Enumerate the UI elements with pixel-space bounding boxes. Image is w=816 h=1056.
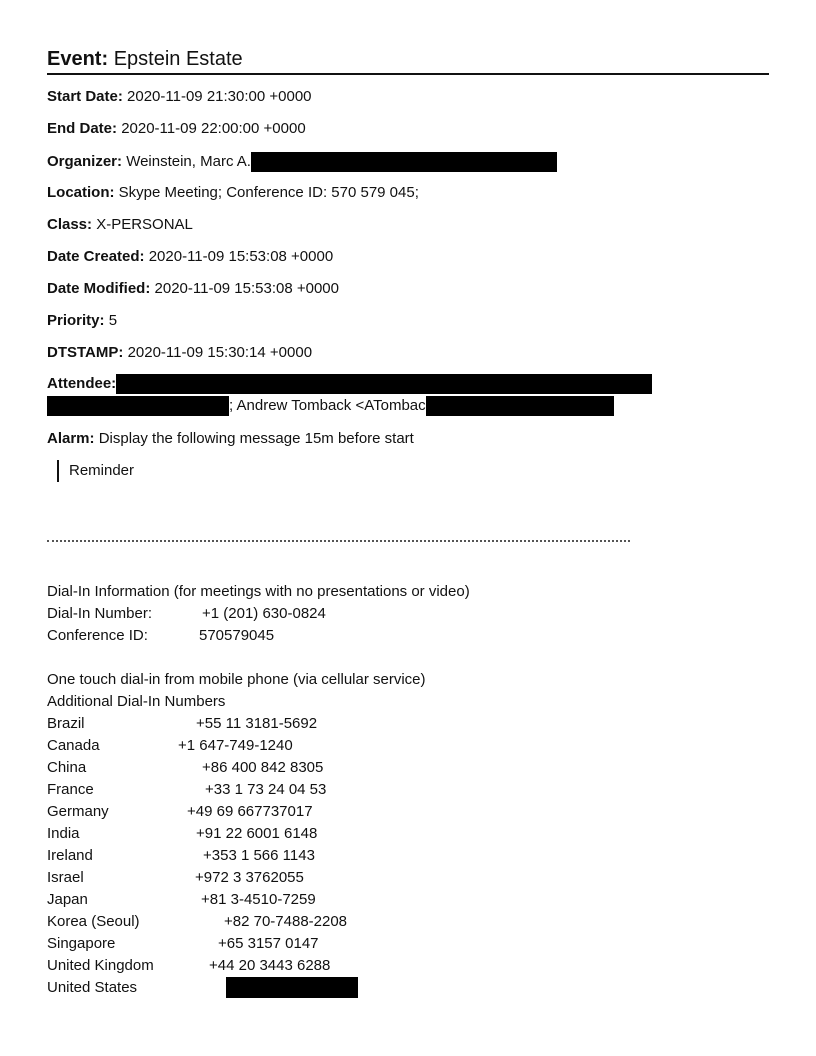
- dialin-heading: Dial-In Information (for meetings with no presentations or video): [47, 583, 470, 600]
- start-date: Start Date: 2020-11-09 21:30:00 +0000: [47, 88, 312, 105]
- additional-numbers-heading: Additional Dial-In Numbers: [47, 693, 226, 710]
- class: Class: X-PERSONAL: [47, 216, 193, 233]
- country-number: +49 69 667737017: [187, 803, 313, 820]
- date-created: Date Created: 2020-11-09 15:53:08 +0000: [47, 248, 334, 265]
- country-number: +44 20 3443 6288: [209, 957, 331, 974]
- country-name: United Kingdom: [47, 957, 154, 974]
- country-number: +91 22 6001 6148: [196, 825, 318, 842]
- country-name: Israel: [47, 869, 84, 886]
- country-name: United States: [47, 979, 138, 996]
- country-number: +1 647-749-1240: [178, 737, 293, 754]
- country-name: China: [47, 759, 87, 776]
- end-date: End Date: 2020-11-09 22:00:00 +0000: [47, 120, 306, 137]
- country-name: France: [47, 781, 94, 798]
- organizer: Organizer: Weinstein, Marc A.: [47, 152, 557, 172]
- country-number: +972 3 3762055: [195, 869, 304, 886]
- country-number: +65 3157 0147: [218, 935, 319, 952]
- dotted-divider: [47, 540, 630, 542]
- country-name: Japan: [47, 891, 88, 908]
- country-name: Korea (Seoul): [47, 913, 140, 930]
- country-name: Germany: [47, 803, 109, 820]
- priority: Priority: 5: [47, 312, 118, 329]
- alarm-message: Reminder: [57, 460, 134, 482]
- conference-id: 570579045: [199, 627, 275, 644]
- attendee: Attendee:: [47, 374, 652, 394]
- country-number: +55 11 3181-5692: [196, 715, 318, 732]
- country-name: Brazil: [47, 715, 85, 732]
- country-name: Singapore: [47, 935, 116, 952]
- redaction-box: [47, 396, 229, 416]
- redaction-box: [226, 977, 358, 998]
- country-name: Ireland: [47, 847, 93, 864]
- attendee-continued: [47, 396, 614, 416]
- alarm: Alarm: Display the following message 15m before start: [47, 430, 414, 447]
- event-label: Event:: [47, 48, 109, 70]
- country-name: India: [47, 825, 80, 842]
- dialin-number-label: Dial-In Number:: [47, 605, 153, 622]
- redaction-box: [426, 396, 614, 416]
- event-name: Epstein Estate: [113, 48, 243, 70]
- country-number: +353 1 566 1143: [203, 847, 315, 864]
- country-number: +86 400 842 8305: [202, 759, 324, 776]
- country-number: +33 1 73 24 04 53: [205, 781, 327, 798]
- attendee-text: ; Andrew Tomback <ATombac: [229, 396, 426, 414]
- date-modified: Date Modified: 2020-11-09 15:53:08 +0000: [47, 280, 339, 297]
- country-number: +81 3-4510-7259: [201, 891, 316, 908]
- mobile-dialin: One touch dial-in from mobile phone (via cellular service): [47, 671, 426, 688]
- dtstamp: DTSTAMP: 2020-11-09 15:30:14 +0000: [47, 344, 313, 361]
- location: Location: Skype Meeting; Conference ID: 570 579 045;: [47, 184, 419, 201]
- redaction-box: [251, 152, 557, 172]
- redaction-box: [116, 374, 652, 394]
- dialin-number: +1 (201) 630-0824: [202, 605, 326, 622]
- country-name: Canada: [47, 737, 100, 754]
- event-title: [47, 48, 769, 75]
- conference-id-label: Conference ID:: [47, 627, 148, 644]
- country-number: +82 70-7488-2208: [224, 913, 348, 930]
